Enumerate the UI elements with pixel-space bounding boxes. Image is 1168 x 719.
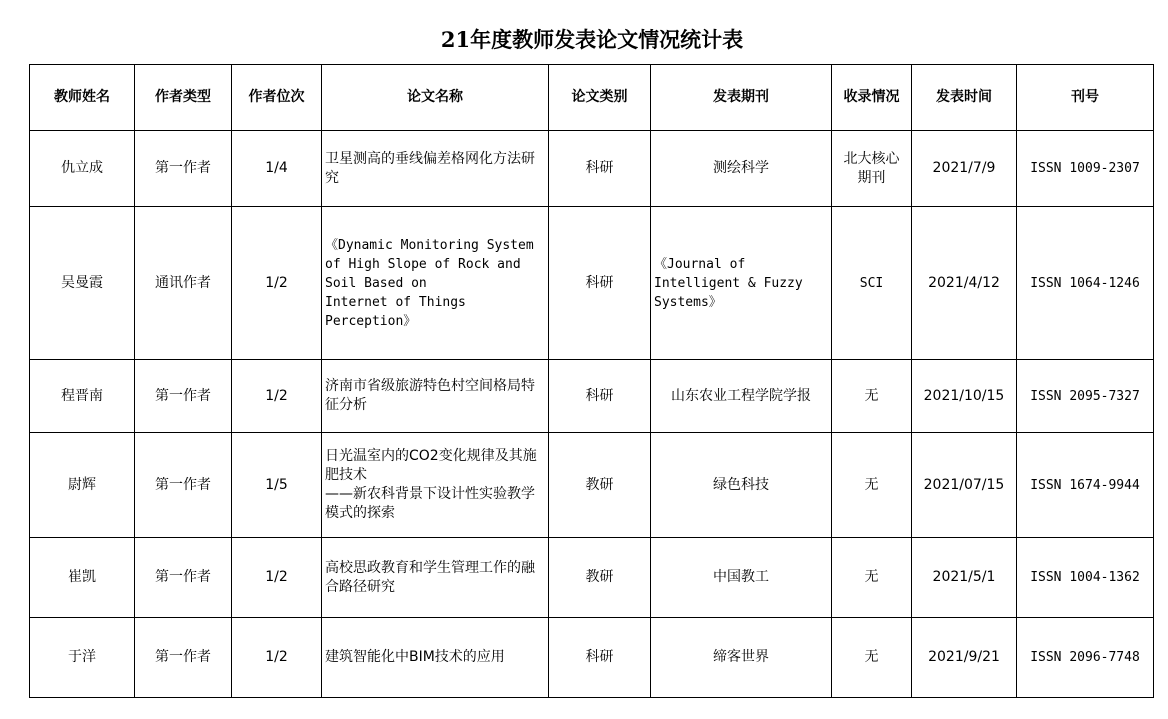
- issn-cell: ISSN 1009-2307: [1017, 131, 1154, 207]
- author-type-cell: 第一作者: [135, 131, 232, 207]
- header-paper-category: 论文类别: [549, 65, 651, 131]
- author-position-cell: 1/2: [232, 207, 322, 360]
- header-author-type: 作者类型: [135, 65, 232, 131]
- table-row: [30, 433, 1154, 538]
- teacher-name-cell: 仇立成: [30, 131, 135, 207]
- header-teacher-name: 教师姓名: [30, 65, 135, 131]
- issn-cell: ISSN 1004-1362: [1017, 538, 1154, 618]
- author-position-cell: 1/5: [232, 433, 322, 538]
- author-type-cell: 第一作者: [135, 538, 232, 618]
- paper-title-cell: 《Dynamic Monitoring System of High Slope of Rock and Soil Based on Internet of Things Perception》: [322, 207, 549, 360]
- publish-date-cell: 2021/4/12: [912, 207, 1017, 360]
- header-issn: 刊号: [1017, 65, 1154, 131]
- header-author-position: 作者位次: [232, 65, 322, 131]
- publish-date-cell: 2021/5/1: [912, 538, 1017, 618]
- author-type-cell: 第一作者: [135, 433, 232, 538]
- paper-category-cell: 科研: [549, 618, 651, 698]
- header-publish-date: 发表时间: [912, 65, 1017, 131]
- issn-cell: ISSN 2096-7748: [1017, 618, 1154, 698]
- issn-cell: ISSN 2095-7327: [1017, 360, 1154, 433]
- indexed-cell: 北大核心 期刊: [832, 131, 912, 207]
- author-position-cell: 1/2: [232, 618, 322, 698]
- header-paper-title: 论文名称: [322, 65, 549, 131]
- page-title: 21年度教师发表论文情况统计表: [440, 27, 744, 52]
- teacher-name-cell: 崔凯: [30, 538, 135, 618]
- paper-category-cell: 教研: [549, 433, 651, 538]
- author-type-cell: 第一作者: [135, 360, 232, 433]
- journal-cell: 测绘科学: [651, 131, 832, 207]
- publish-date-cell: 2021/9/21: [912, 618, 1017, 698]
- table-row: [30, 360, 1154, 433]
- table-row: [30, 618, 1154, 698]
- journal-cell: 中国教工: [651, 538, 832, 618]
- teacher-name-cell: 吴曼霞: [30, 207, 135, 360]
- author-position-cell: 1/4: [232, 131, 322, 207]
- journal-cell: 山东农业工程学院学报: [651, 360, 832, 433]
- issn-cell: ISSN 1674-9944: [1017, 433, 1154, 538]
- paper-title-cell: 建筑智能化中BIM技术的应用: [322, 618, 549, 698]
- statistics-table: [29, 64, 1154, 698]
- header-indexed: 收录情况: [832, 65, 912, 131]
- indexed-cell: 无: [832, 618, 912, 698]
- author-type-cell: 第一作者: [135, 618, 232, 698]
- journal-cell: 缔客世界: [651, 618, 832, 698]
- publish-date-cell: 2021/7/9: [912, 131, 1017, 207]
- teacher-name-cell: 于洋: [30, 618, 135, 698]
- publish-date-cell: 2021/07/15: [912, 433, 1017, 538]
- paper-category-cell: 科研: [549, 360, 651, 433]
- author-position-cell: 1/2: [232, 538, 322, 618]
- paper-title-cell: 日光温室内的CO2变化规律及其施肥技术 ——新农科背景下设计性实验教学模式的探索: [322, 433, 549, 538]
- paper-title-cell: 济南市省级旅游特色村空间格局特征分析: [322, 360, 549, 433]
- journal-cell: 《Journal of Intelligent & Fuzzy Systems》: [651, 207, 832, 360]
- indexed-cell: 无: [832, 538, 912, 618]
- paper-title-cell: 高校思政教育和学生管理工作的融合路径研究: [322, 538, 549, 618]
- indexed-cell: 无: [832, 360, 912, 433]
- author-position-cell: 1/2: [232, 360, 322, 433]
- table-row: [30, 131, 1154, 207]
- paper-title-cell: 卫星测高的垂线偏差格网化方法研究: [322, 131, 549, 207]
- teacher-name-cell: 程晋南: [30, 360, 135, 433]
- publish-date-cell: 2021/10/15: [912, 360, 1017, 433]
- author-type-cell: 通讯作者: [135, 207, 232, 360]
- issn-cell: ISSN 1064-1246: [1017, 207, 1154, 360]
- table-row: [30, 207, 1154, 360]
- paper-category-cell: 教研: [549, 538, 651, 618]
- header-row: [30, 65, 1154, 131]
- table-row: [30, 538, 1154, 618]
- teacher-name-cell: 尉辉: [30, 433, 135, 538]
- indexed-cell: 无: [832, 433, 912, 538]
- indexed-cell: SCI: [832, 207, 912, 360]
- journal-cell: 绿色科技: [651, 433, 832, 538]
- header-journal: 发表期刊: [651, 65, 832, 131]
- paper-category-cell: 科研: [549, 207, 651, 360]
- paper-category-cell: 科研: [549, 131, 651, 207]
